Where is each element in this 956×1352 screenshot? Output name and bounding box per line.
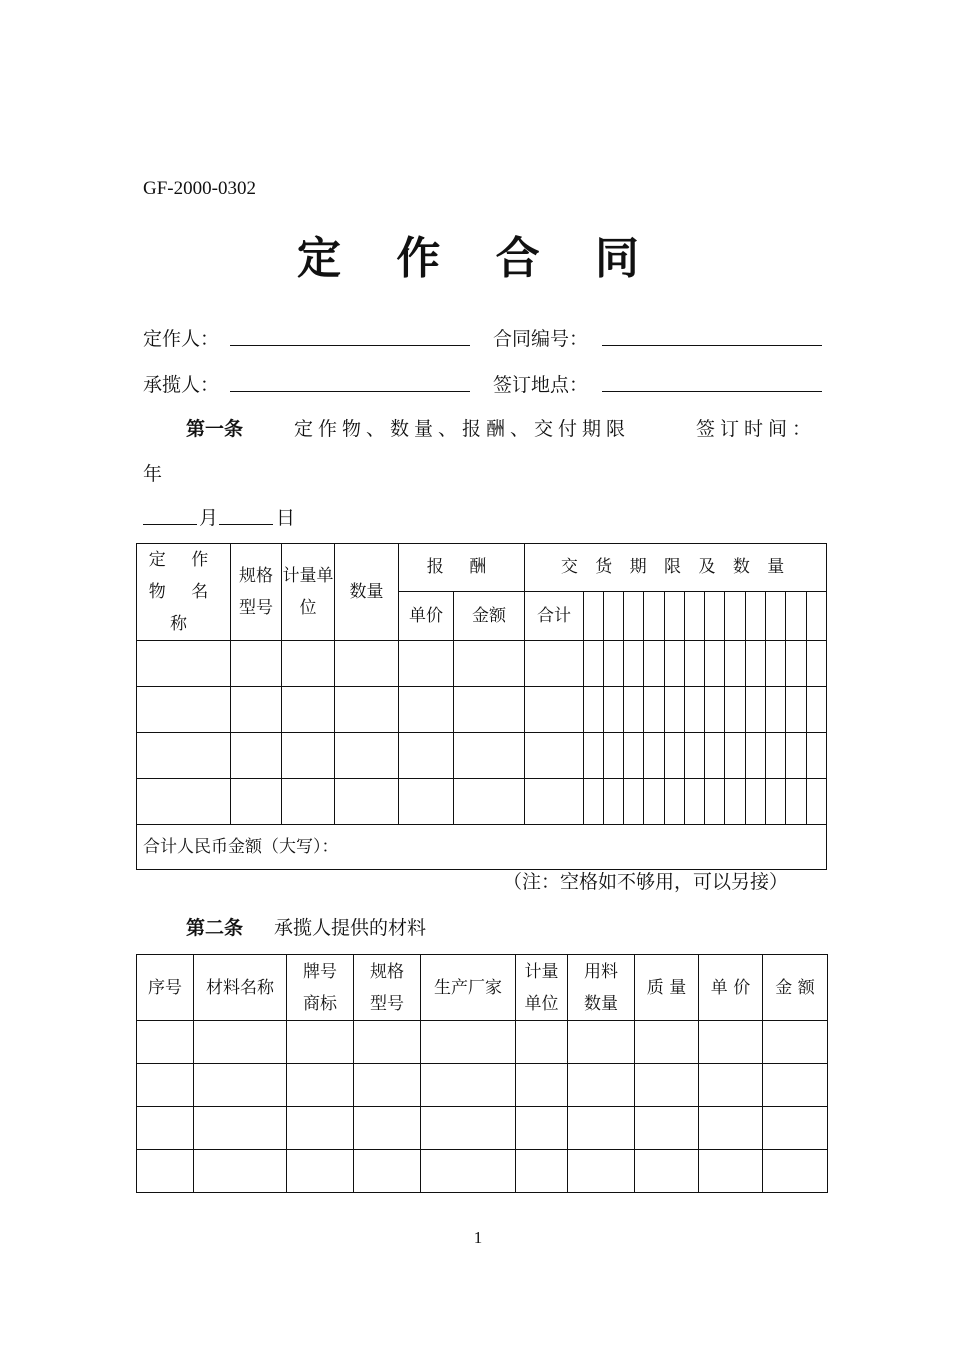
table-cell[interactable] [137, 1021, 194, 1064]
table-cell[interactable] [624, 733, 644, 779]
article-1-table [136, 543, 827, 870]
table-cell[interactable] [568, 1021, 635, 1064]
table-cell[interactable] [399, 779, 454, 825]
table-cell[interactable] [763, 1021, 828, 1064]
delivery-cell[interactable] [807, 591, 827, 640]
page-number: 1 [473, 1228, 483, 1247]
table-cell[interactable] [786, 641, 807, 687]
table-cell[interactable] [766, 733, 786, 779]
table-cell[interactable] [786, 733, 807, 779]
table-cell[interactable] [604, 687, 624, 733]
header-unit-price: 单 价 [699, 955, 763, 1021]
sign-place-label: 签订地点： [493, 374, 589, 396]
table-cell[interactable] [644, 641, 665, 687]
table-row [137, 779, 827, 825]
table-cell[interactable] [525, 641, 584, 687]
table-cell[interactable] [399, 641, 454, 687]
table-cell[interactable] [665, 779, 685, 825]
table-cell[interactable] [516, 1021, 568, 1064]
table-cell[interactable] [194, 1107, 287, 1150]
table-cell[interactable] [705, 641, 725, 687]
table-cell[interactable] [635, 1107, 699, 1150]
delivery-cell[interactable] [705, 591, 725, 640]
header-quality: 质 量 [635, 955, 699, 1021]
table-note: （注：空格如不够用，可以另接） [503, 871, 789, 893]
table-cell[interactable] [763, 1064, 828, 1107]
table-cell[interactable] [725, 687, 746, 733]
table-cell[interactable] [287, 1150, 354, 1193]
table-cell[interactable] [725, 779, 746, 825]
table-cell[interactable] [525, 779, 584, 825]
table-cell[interactable] [746, 687, 766, 733]
delivery-cell[interactable] [604, 591, 624, 640]
table-cell[interactable] [766, 779, 786, 825]
table-cell[interactable] [568, 1150, 635, 1193]
table-cell[interactable] [699, 1021, 763, 1064]
table-cell[interactable] [624, 779, 644, 825]
table-cell[interactable] [584, 733, 604, 779]
table-cell[interactable] [525, 733, 584, 779]
delivery-cell[interactable] [685, 591, 705, 640]
table-cell[interactable] [137, 733, 231, 779]
table-cell[interactable] [584, 779, 604, 825]
table-cell[interactable] [231, 733, 282, 779]
header-spec: 规格型号 [231, 544, 282, 641]
table-cell[interactable] [137, 687, 231, 733]
table-cell[interactable] [766, 687, 786, 733]
header-spec: 规格型号 [354, 955, 421, 1021]
table-cell[interactable] [282, 641, 335, 687]
table-cell[interactable] [287, 1107, 354, 1150]
header-quantity: 数量 [335, 544, 399, 641]
table-cell[interactable] [137, 1064, 194, 1107]
orderer-blank[interactable] [230, 345, 470, 346]
table-cell[interactable] [786, 687, 807, 733]
table-row [137, 733, 827, 779]
table-cell[interactable] [137, 641, 231, 687]
delivery-cell[interactable] [665, 591, 685, 640]
document-code: GF-2000-0302 [143, 178, 256, 199]
article-2-table [136, 954, 828, 1193]
table-cell[interactable] [644, 779, 665, 825]
table-cell[interactable] [137, 779, 231, 825]
table-cell[interactable] [624, 641, 644, 687]
delivery-cell[interactable] [644, 591, 665, 640]
table-cell[interactable] [137, 1107, 194, 1150]
table-cell[interactable] [766, 641, 786, 687]
header-amount: 金额 [454, 591, 525, 640]
table-cell[interactable] [454, 687, 525, 733]
table-cell[interactable] [705, 779, 725, 825]
table-cell[interactable] [763, 1107, 828, 1150]
table-cell[interactable] [604, 641, 624, 687]
table-cell[interactable] [516, 1150, 568, 1193]
table-cell[interactable] [354, 1064, 421, 1107]
table-cell[interactable] [685, 641, 705, 687]
table-cell[interactable] [665, 641, 685, 687]
table-cell[interactable] [282, 779, 335, 825]
table-cell[interactable] [354, 1150, 421, 1193]
table-cell[interactable] [231, 641, 282, 687]
header-material-name: 材料名称 [194, 955, 287, 1021]
table-cell[interactable] [644, 687, 665, 733]
table-cell[interactable] [454, 641, 525, 687]
header-item-name: 定 作 物 名 称 [137, 544, 231, 641]
table-cell[interactable] [746, 641, 766, 687]
day-label: 日 [276, 507, 296, 529]
month-label: 月 [199, 507, 219, 529]
article-2-text: 承揽人提供的材料 [274, 917, 427, 939]
table-cell[interactable] [604, 733, 624, 779]
contract-number-blank[interactable] [602, 345, 822, 346]
table-cell[interactable] [644, 733, 665, 779]
table-row [137, 1107, 828, 1150]
table-cell[interactable] [699, 1064, 763, 1107]
table-cell[interactable] [763, 1150, 828, 1193]
table-cell[interactable] [746, 733, 766, 779]
table-row [137, 1064, 828, 1107]
header-brand: 牌号商标 [287, 955, 354, 1021]
table-cell[interactable] [354, 1107, 421, 1150]
delivery-cell[interactable] [746, 591, 766, 640]
header-serial: 序号 [137, 955, 194, 1021]
table-row [137, 641, 827, 687]
table-cell[interactable] [137, 1150, 194, 1193]
table-row [137, 1021, 828, 1064]
table-cell[interactable] [746, 779, 766, 825]
table-cell[interactable] [335, 779, 399, 825]
table-cell[interactable] [287, 1021, 354, 1064]
orderer-label: 定作人： [143, 328, 220, 350]
header-amount: 金 额 [763, 955, 828, 1021]
table-cell[interactable] [335, 641, 399, 687]
table-cell[interactable] [399, 733, 454, 779]
table-cell[interactable] [454, 779, 525, 825]
table-cell[interactable] [287, 1064, 354, 1107]
table-cell[interactable] [635, 1021, 699, 1064]
delivery-cell[interactable] [624, 591, 644, 640]
table-cell[interactable] [725, 733, 746, 779]
day-blank[interactable] [219, 524, 273, 525]
table-cell[interactable] [685, 687, 705, 733]
table-cell[interactable] [635, 1064, 699, 1107]
total-rmb-amount[interactable]: 合计人民币金额（大写）： [137, 825, 827, 870]
table-cell[interactable] [335, 733, 399, 779]
table-cell[interactable] [685, 779, 705, 825]
sign-place-blank[interactable] [602, 391, 822, 392]
table-cell[interactable] [399, 687, 454, 733]
table-cell[interactable] [635, 1150, 699, 1193]
table-cell[interactable] [421, 1150, 516, 1193]
table-cell[interactable] [584, 641, 604, 687]
table-cell[interactable] [584, 687, 604, 733]
table-cell[interactable] [525, 687, 584, 733]
table-cell[interactable] [194, 1064, 287, 1107]
table-cell[interactable] [354, 1021, 421, 1064]
delivery-cell[interactable] [584, 591, 604, 640]
table-cell[interactable] [807, 641, 827, 687]
table-cell[interactable] [421, 1021, 516, 1064]
table-cell[interactable] [685, 733, 705, 779]
table-cell[interactable] [624, 687, 644, 733]
table-row [137, 687, 827, 733]
year-label: 年 [143, 463, 163, 485]
article-2-heading: 第二条 [186, 917, 244, 939]
header-total: 合计 [525, 591, 584, 640]
table-cell[interactable] [807, 779, 827, 825]
table-cell[interactable] [705, 687, 725, 733]
contract-number-label: 合同编号： [493, 328, 589, 350]
table-cell[interactable] [421, 1107, 516, 1150]
table-cell[interactable] [421, 1064, 516, 1107]
table-cell[interactable] [231, 779, 282, 825]
delivery-cell[interactable] [786, 591, 807, 640]
table-cell[interactable] [705, 733, 725, 779]
header-unit: 计量单位 [516, 955, 568, 1021]
contract-title: 定 作 合 同 [297, 233, 659, 284]
table-cell[interactable] [807, 687, 827, 733]
article-1-heading: 第一条 [186, 418, 244, 440]
table-row [137, 1150, 828, 1193]
contractor-label: 承揽人： [143, 374, 220, 396]
header-material-qty: 用料数量 [568, 955, 635, 1021]
table-cell[interactable] [516, 1064, 568, 1107]
table-cell[interactable] [665, 733, 685, 779]
table-cell[interactable] [786, 779, 807, 825]
table-cell[interactable] [699, 1150, 763, 1193]
table-cell[interactable] [516, 1107, 568, 1150]
table-cell[interactable] [194, 1150, 287, 1193]
table-cell[interactable] [604, 779, 624, 825]
table-cell[interactable] [568, 1107, 635, 1150]
table-cell[interactable] [568, 1064, 635, 1107]
table-cell[interactable] [807, 733, 827, 779]
table-cell[interactable] [282, 687, 335, 733]
delivery-cell[interactable] [766, 591, 786, 640]
contractor-blank[interactable] [230, 391, 470, 392]
month-blank[interactable] [143, 524, 197, 525]
delivery-cell[interactable] [725, 591, 746, 640]
table-cell[interactable] [725, 641, 746, 687]
table-cell[interactable] [665, 687, 685, 733]
header-manufacturer: 生产厂家 [421, 955, 516, 1021]
sign-time-label: 签订时间： [696, 418, 817, 440]
table-cell[interactable] [699, 1107, 763, 1150]
table-cell[interactable] [454, 733, 525, 779]
table-cell[interactable] [282, 733, 335, 779]
article-1-text: 定作物、数量、报酬、交付期限 [294, 418, 631, 440]
table-cell[interactable] [335, 687, 399, 733]
table-cell[interactable] [194, 1021, 287, 1064]
header-delivery: 交 货 期 限 及 数 量 [525, 544, 827, 592]
table-cell[interactable] [231, 687, 282, 733]
header-remuneration: 报 酬 [399, 544, 525, 592]
header-unit: 计量单位 [282, 544, 335, 641]
header-unit-price: 单价 [399, 591, 454, 640]
